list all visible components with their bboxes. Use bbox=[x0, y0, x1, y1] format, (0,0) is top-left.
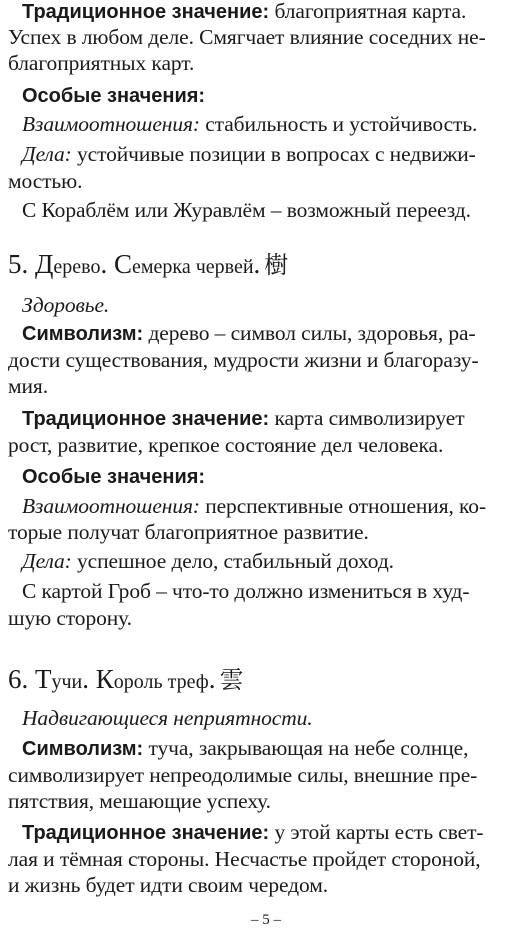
relationships-label: Взаимоотношения: bbox=[22, 112, 200, 136]
paragraph-line: дости существования, мудрости жизни и благоразу- bbox=[8, 348, 479, 372]
paragraph-line: С картой Гроб – что-то должно измениться в худ- bbox=[22, 579, 470, 603]
paragraph-line: Успех в любом деле. Смягчает влияние соседних не- bbox=[8, 25, 486, 49]
paragraph-line: Традиционное значение: карта символизирует bbox=[22, 406, 465, 430]
special-meanings-heading: Особые значения: bbox=[22, 466, 206, 488]
symbolism-label: Символизм: bbox=[22, 323, 144, 345]
paragraph-line: рост, развитие, крепкое состояние дел человека. bbox=[8, 433, 444, 457]
traditional-meaning-label: Традиционное значение: bbox=[22, 822, 270, 844]
paragraph-line: Символизм: туча, закрывающая на небе солнце, bbox=[22, 736, 469, 760]
kanji-cloud-glyph: 雲 bbox=[219, 666, 244, 694]
paragraph-line: мия. bbox=[8, 374, 48, 398]
paragraph-line: С Кораблём или Журавлём – возможный переезд. bbox=[22, 198, 471, 222]
paragraph-line: торые получат благоприятное развитие. bbox=[8, 520, 369, 544]
traditional-meaning-label: Традиционное значение: bbox=[22, 408, 270, 430]
relationships-label: Взаимоотношения: bbox=[22, 494, 200, 518]
special-meanings-heading: Особые значения: bbox=[22, 85, 206, 107]
paragraph-line: символизирует непреодолимые силы, внешние пре- bbox=[8, 763, 478, 787]
section-subtitle: Надвигающиеся неприятности. bbox=[22, 706, 313, 730]
symbolism-label: Символизм: bbox=[22, 738, 144, 760]
business-label: Дела: bbox=[22, 142, 72, 166]
page-number: – 5 – bbox=[251, 912, 281, 928]
section-heading-5: 5. Дерево. Семерка червей. 樹 bbox=[8, 249, 289, 279]
paragraph-line: шую сторону. bbox=[8, 606, 132, 630]
paragraph-line: Дела: успешное дело, стабильный доход. bbox=[22, 549, 394, 573]
paragraph-line: Взаимоотношения: перспективные отношения, ко- bbox=[22, 494, 487, 518]
paragraph-line: и жизнь будет идти своим чередом. bbox=[8, 873, 329, 897]
paragraph-line: Взаимоотношения: стабильность и устойчивость. bbox=[22, 112, 478, 136]
paragraph-line: пятствия, мешающие успеху. bbox=[8, 789, 271, 813]
paragraph-line: мостью. bbox=[8, 169, 83, 193]
traditional-meaning-label: Традиционное значение: bbox=[22, 1, 270, 23]
paragraph-line: благоприятных карт. bbox=[8, 51, 195, 75]
kanji-tree-glyph: 樹 bbox=[264, 251, 289, 279]
section-subtitle: Здоровье. bbox=[22, 293, 110, 317]
paragraph-line: Традиционное значение: благоприятная карта. bbox=[22, 0, 467, 23]
paragraph-line: Символизм: дерево – символ силы, здоровья, ра- bbox=[22, 321, 476, 345]
business-label: Дела: bbox=[22, 549, 72, 573]
paragraph-line: лая и тёмная стороны. Несчастье пройдет стороной, bbox=[8, 847, 481, 871]
paragraph-line: Дела: устойчивые позиции в вопросах с недвижи- bbox=[22, 142, 476, 166]
paragraph-line: Традиционное значение: у этой карты есть свет- bbox=[22, 820, 484, 844]
section-heading-6: 6. Тучи. Король треф. 雲 bbox=[8, 664, 244, 694]
